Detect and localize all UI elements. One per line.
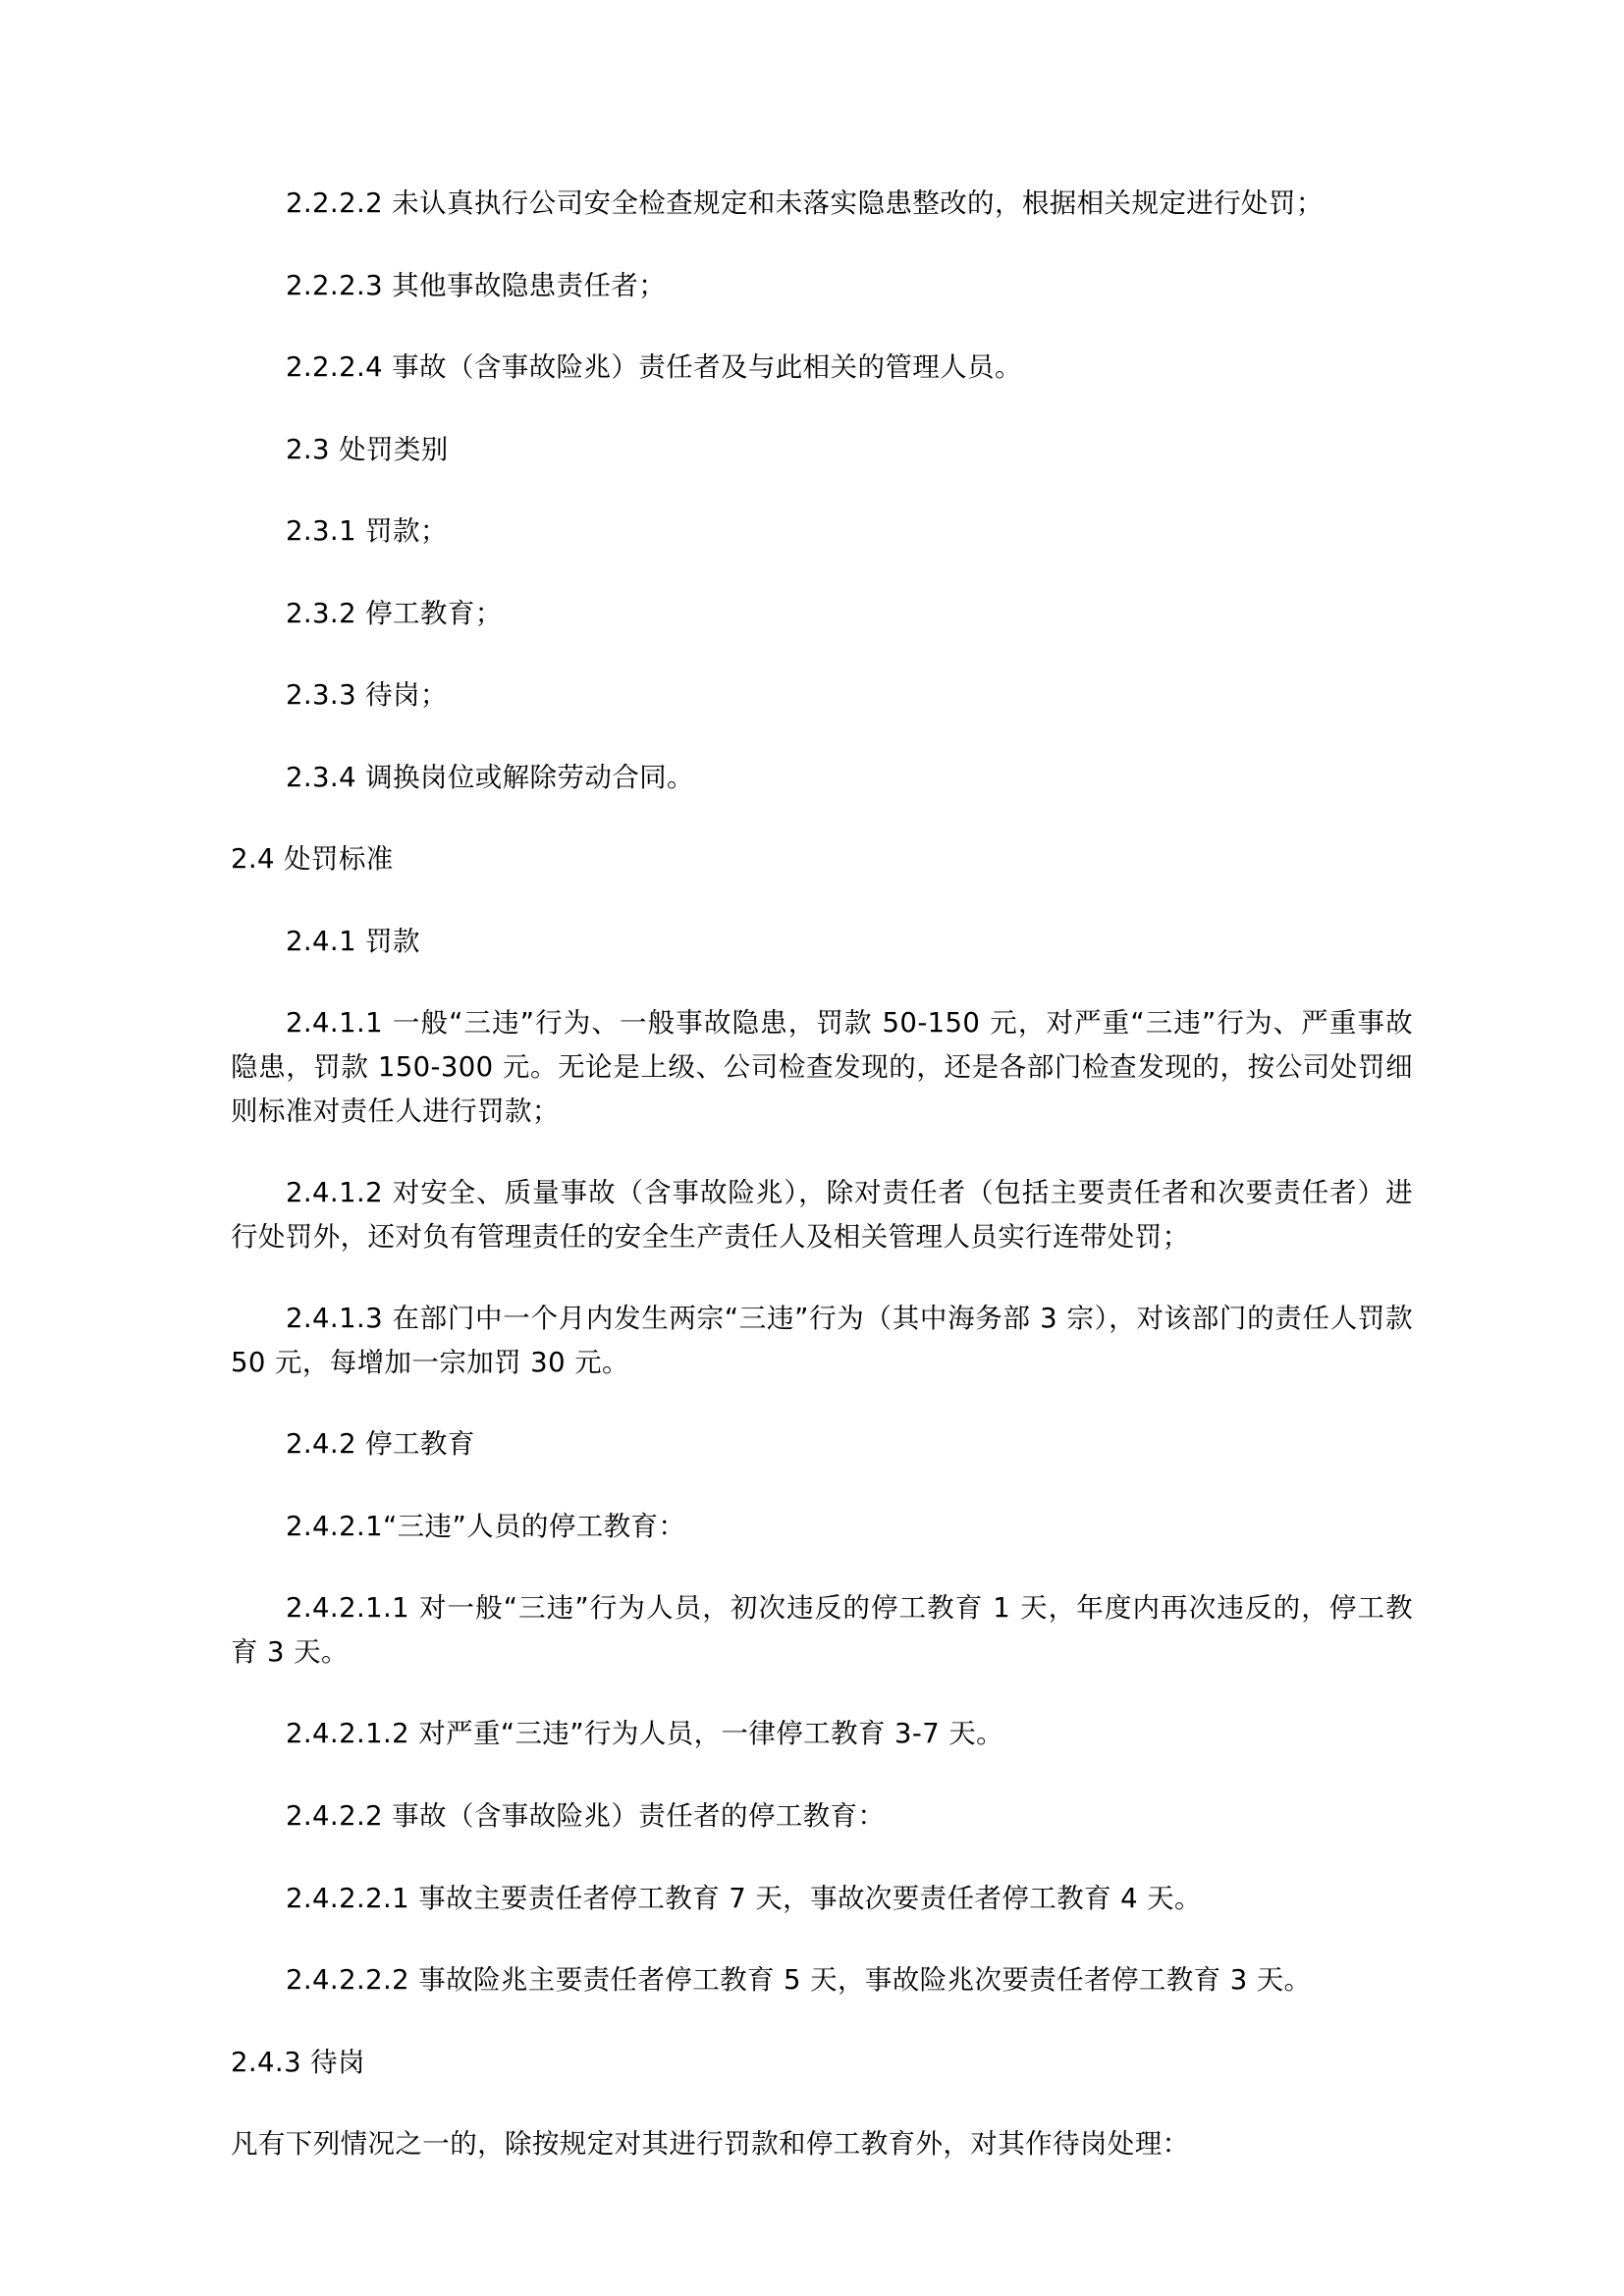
- paragraph-2-2-2-4: 2.2.2.4 事故（含事故险兆）责任者及与此相关的管理人员。: [286, 351, 1022, 384]
- paragraph-2-4-2-2-2: 2.4.2.2.2 事故险兆主要责任者停工教育 5 天，事故险兆次要责任者停工教育 3 天。: [286, 1964, 1312, 1997]
- paragraph-2-4-1-2: 2.4.1.2 对安全、质量事故（含事故险兆），除对责任者（包括主要责任者和次要责任者）进行处罚外，还对负有管理责任的安全生产责任人及相关管理人员实行连带处罚；: [231, 1177, 1413, 1253]
- paragraph-2-4-2-2: 2.4.2.2 事故（含事故险兆）责任者的停工教育：: [286, 1800, 886, 1833]
- paragraph-2-2-2-3: 2.2.2.3 其他事故隐患责任者；: [286, 269, 667, 301]
- heading-2-4-1-fines: 2.4.1 罚款: [286, 925, 420, 957]
- document-body: [231, 182, 1413, 2166]
- heading-2-4-penalty-standards: 2.4 处罚标准: [231, 843, 394, 876]
- paragraph-2-4-2-1-1: 2.4.2.1.1 对一般“三违”行为人员，初次违反的停工教育 1 天，年度内再次违反的，停工教育 3 天。: [231, 1592, 1413, 1668]
- paragraph-2-4-3-intro: 凡有下列情况之一的，除按规定对其进行罚款和停工教育外，对其作待岗处理：: [231, 2128, 1190, 2161]
- paragraph-2-3-1: 2.3.1 罚款；: [286, 515, 448, 548]
- paragraph-2-3-4: 2.3.4 调换岗位或解除劳动合同。: [286, 761, 694, 793]
- paragraph-2-2-2-2: 2.2.2.2 未认真执行公司安全检查规定和未落实隐患整改的，根据相关规定进行处罚；: [286, 187, 1324, 219]
- paragraph-2-4-2-2-1: 2.4.2.2.1 事故主要责任者停工教育 7 天，事故次要责任者停工教育 4 天。: [286, 1882, 1202, 1914]
- heading-2-4-3-standby: 2.4.3 待岗: [231, 2046, 365, 2078]
- paragraph-2-4-1-3: 2.4.1.3 在部门中一个月内发生两宗“三违”行为（其中海务部 3 宗），对该部门的责任人罚款 50 元，每增加一宗加罚 30 元。: [231, 1303, 1413, 1378]
- paragraph-2-4-1-1: 2.4.1.1 一般“三违”行为、一般事故隐患，罚款 50-150 元，对严重“三违”行为、严重事故隐患，罚款 150-300 元。无论是上级、公司检查发现的，还是各部门检查发现的，按公司处罚细则标准对责任人进行罚款；: [231, 1007, 1413, 1127]
- paragraph-2-4-2-1-2: 2.4.2.1.2 对严重“三违”行为人员，一律停工教育 3-7 天。: [286, 1718, 1004, 1750]
- paragraph-2-3-3: 2.3.3 待岗；: [286, 679, 448, 712]
- heading-2-3-penalty-categories: 2.3 处罚类别: [286, 433, 449, 465]
- paragraph-2-3-2: 2.3.2 停工教育；: [286, 597, 503, 629]
- paragraph-2-4-2-1: 2.4.2.1“三违”人员的停工教育：: [286, 1510, 686, 1542]
- heading-2-4-2-work-suspension-education: 2.4.2 停工教育: [286, 1428, 475, 1461]
